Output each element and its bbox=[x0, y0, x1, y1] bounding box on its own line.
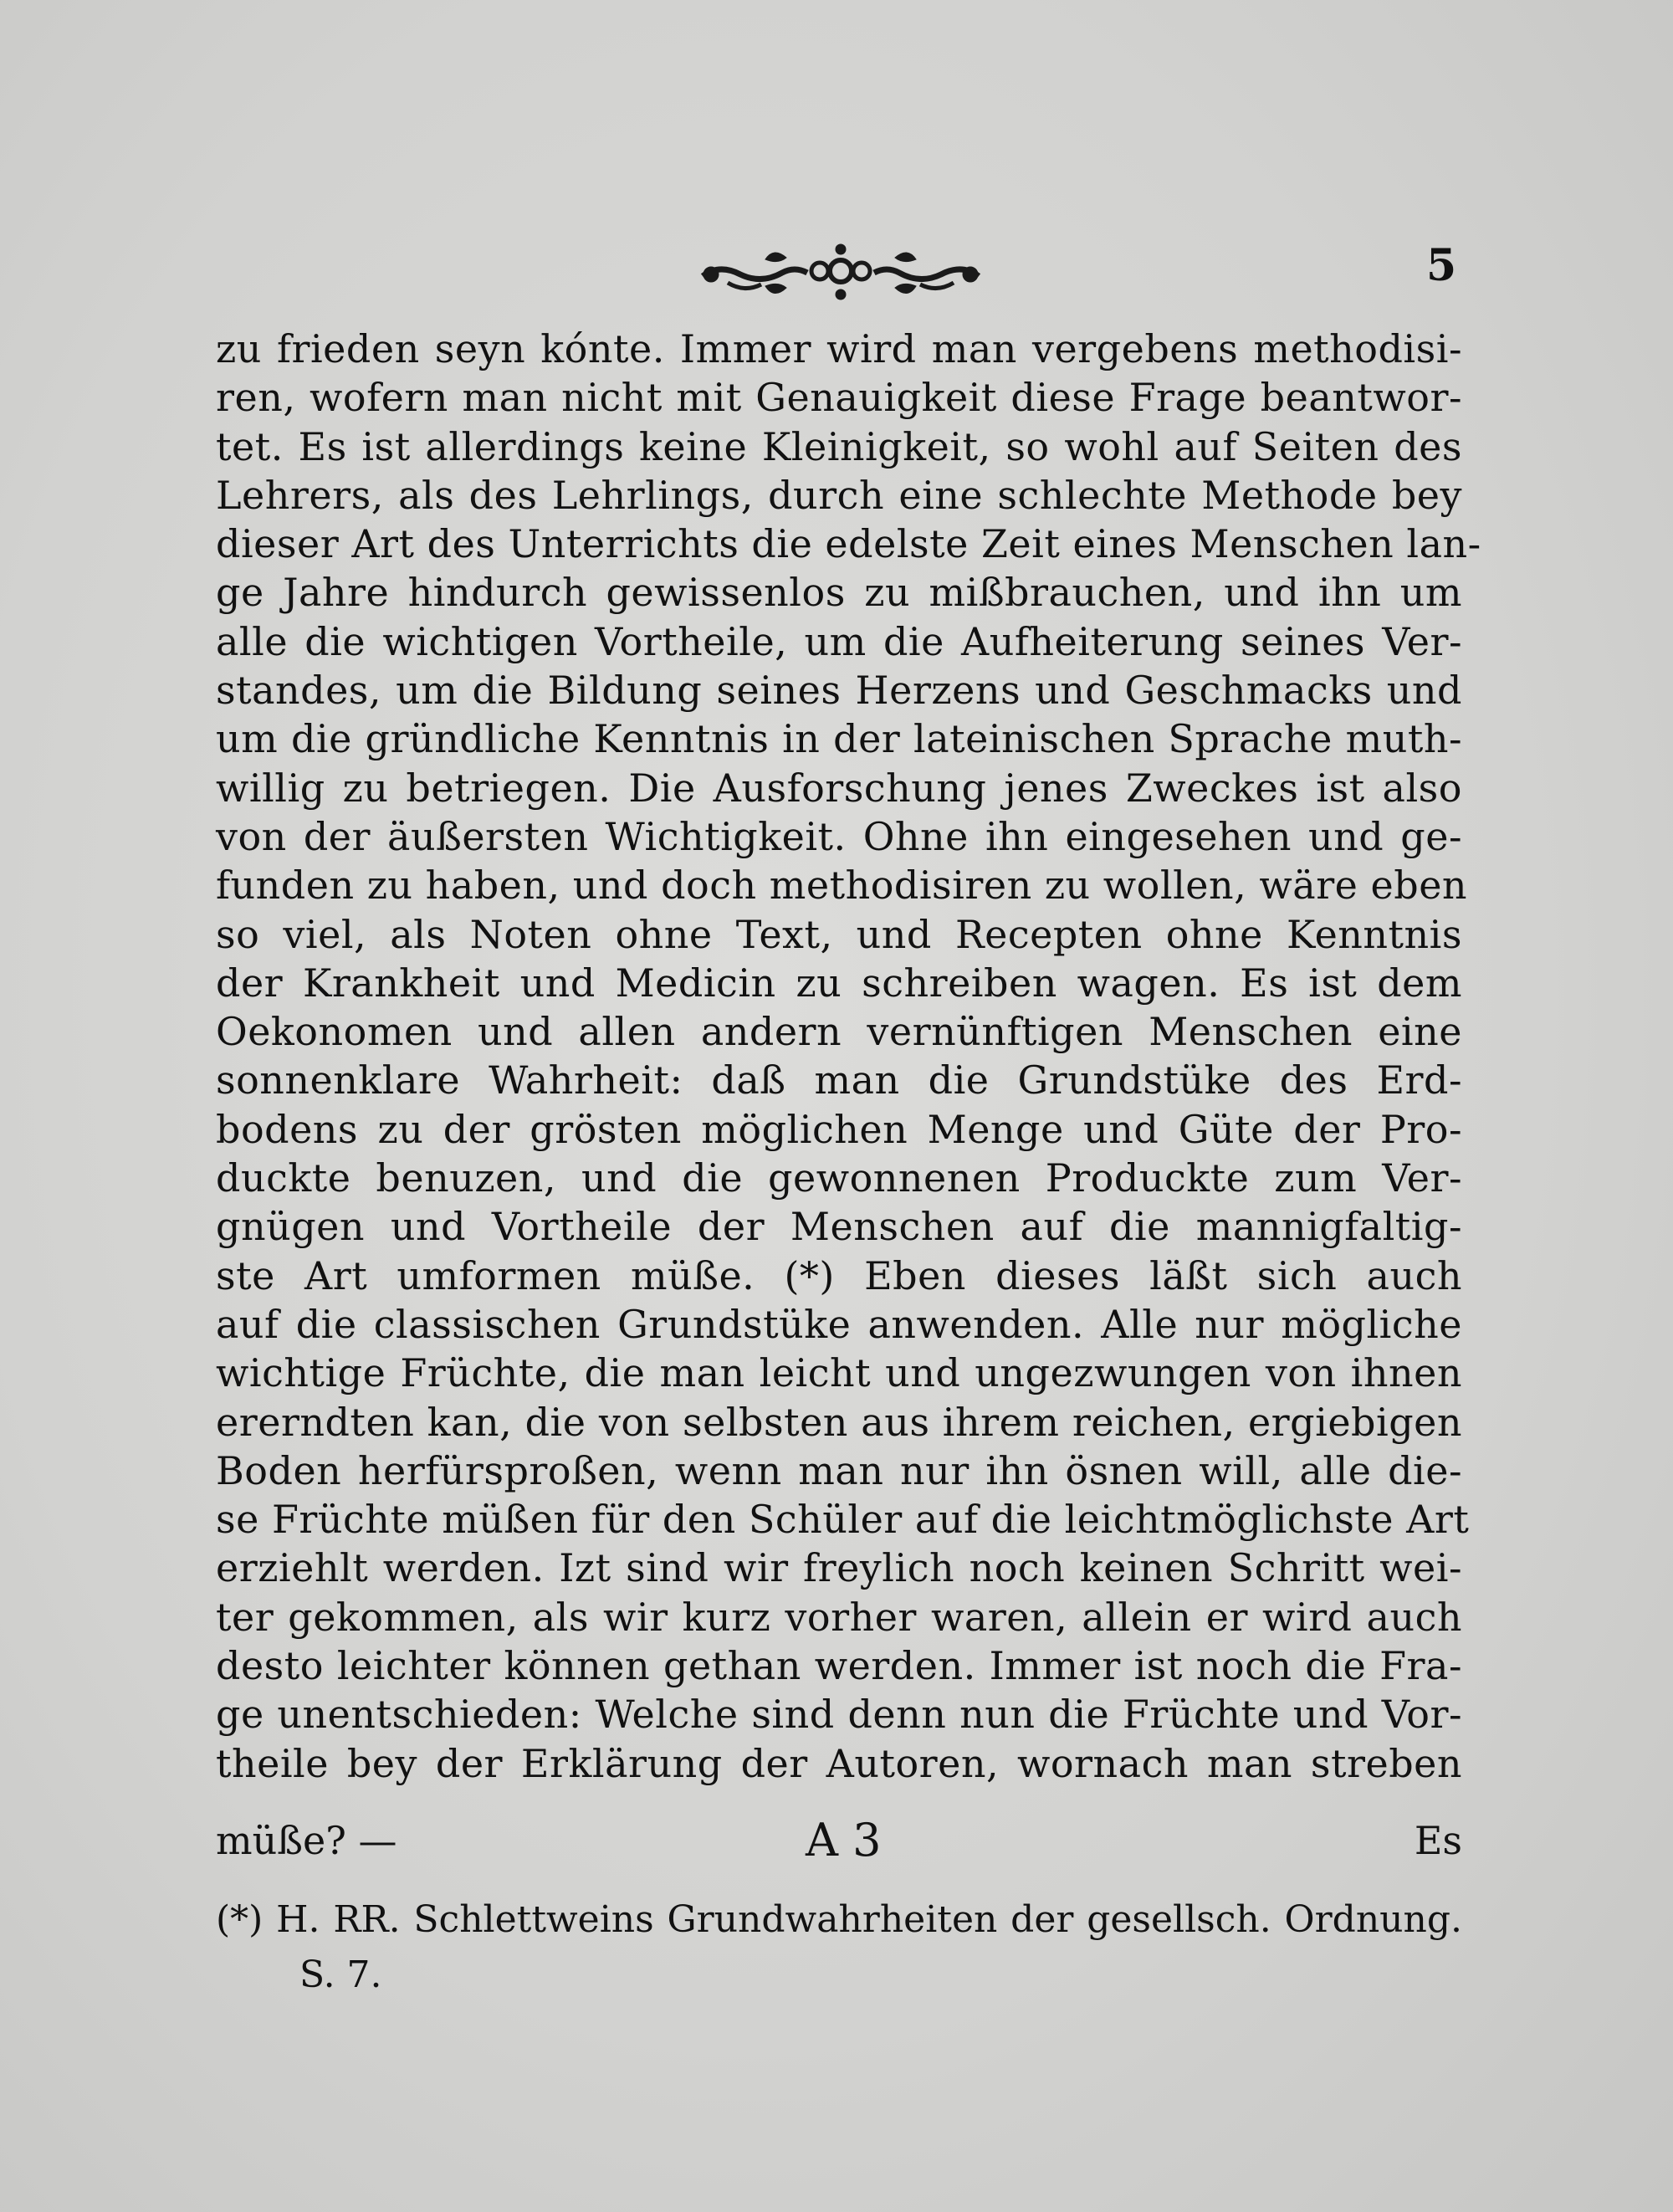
text-line: um die gründliche Kenntnis in der lateinischen Sprache muth- bbox=[216, 716, 1462, 762]
text-line: funden zu haben, und doch methodisiren zu wollen, wäre eben bbox=[216, 863, 1468, 909]
last-line-text: müße? — bbox=[216, 1818, 397, 1863]
text-line: standes, um die Bildung seines Herzens und Geschmacks und bbox=[216, 668, 1462, 714]
text-line: sonnenklare Wahrheit: daß man die Grundstüke des Erd- bbox=[216, 1057, 1462, 1103]
text-line: ter gekommen, als wir kurz vorher waren, allein er wird auch bbox=[216, 1594, 1462, 1640]
footnote bbox=[216, 1892, 1462, 2003]
text-line: zu frieden seyn kónte. Immer wird man vergebens methodisi- bbox=[216, 326, 1462, 371]
text-line: dieser Art des Unterrichts die edelste Zeit eines Menschen lan- bbox=[216, 521, 1481, 567]
footnote-line: S. 7. bbox=[299, 1953, 382, 1996]
text-line: se Früchte müßen für den Schüler auf die leichtmöglichste Art bbox=[216, 1497, 1470, 1543]
text-line: ge Jahre hindurch gewissenlos zu mißbrauchen, und ihn um bbox=[216, 570, 1462, 616]
text-line: desto leichter können gethan werden. Immer ist noch die Fra- bbox=[216, 1643, 1462, 1689]
text-line: so viel, als Noten ohne Text, und Recepten ohne Kenntnis bbox=[216, 911, 1462, 957]
text-line: ererndten kan, die von selbsten aus ihrem reichen, ergiebigen bbox=[216, 1399, 1462, 1445]
text-line: willig zu betriegen. Die Ausforschung jenes Zweckes ist also bbox=[216, 765, 1462, 811]
ornament-icon bbox=[694, 234, 987, 310]
catchword: Es bbox=[1414, 1818, 1462, 1863]
text-line: theile bey der Erklärung der Autoren, wornach man streben bbox=[216, 1740, 1462, 1786]
text-line: Boden herfürsproßen, wenn man nur ihn ösnen will, alle die- bbox=[216, 1447, 1462, 1493]
text-line: erziehlt werden. Izt sind wir freylich noch keinen Schritt wei- bbox=[216, 1545, 1462, 1591]
text-line: duckte benuzen, und die gewonnenen Produckte zum Ver- bbox=[216, 1155, 1462, 1201]
text-line: tet. Es ist allerdings keine Kleinigkeit, so wohl auf Seiten des bbox=[216, 423, 1462, 469]
text-line: wichtige Früchte, die man leicht und ungezwungen von ihnen bbox=[216, 1350, 1462, 1396]
text-line: Oekonomen und allen andern vernünftigen Menschen eine bbox=[216, 1009, 1462, 1055]
text-line: von der äußersten Wichtigkeit. Ohne ihn eingesehen und ge- bbox=[216, 813, 1462, 859]
text-line: auf die classischen Grundstüke anwenden. Alle nur mögliche bbox=[216, 1301, 1462, 1347]
signature-mark: A 3 bbox=[806, 1814, 882, 1866]
text-line: ge unentschieden: Welche sind denn nun die Früchte und Vor- bbox=[216, 1692, 1462, 1738]
page-number: 5 bbox=[1426, 240, 1457, 291]
text-line: bodens zu der grösten möglichen Menge und Güte der Pro- bbox=[216, 1106, 1462, 1152]
footnote-line: (*) H. RR. Schlettweins Grundwahrheiten der gesellsch. Ordnung. bbox=[216, 1898, 1462, 1941]
text-line: ste Art umformen müße. (*) Eben dieses läßt sich auch bbox=[216, 1252, 1462, 1298]
body-text bbox=[216, 325, 1481, 1788]
text-line: alle die wichtigen Vortheile, um die Aufheiterung seines Ver- bbox=[216, 618, 1462, 664]
text-line: der Krankheit und Medicin zu schreiben wagen. Es ist dem bbox=[216, 960, 1462, 1006]
text-line: Lehrers, als des Lehrlings, durch eine schlechte Methode bey bbox=[216, 472, 1462, 518]
text-line: ren, wofern man nicht mit Genauigkeit diese Frage beantwor- bbox=[216, 375, 1462, 421]
text-line: gnügen und Vortheile der Menschen auf die mannigfaltig- bbox=[216, 1204, 1462, 1250]
signature-row bbox=[216, 1815, 1462, 1866]
